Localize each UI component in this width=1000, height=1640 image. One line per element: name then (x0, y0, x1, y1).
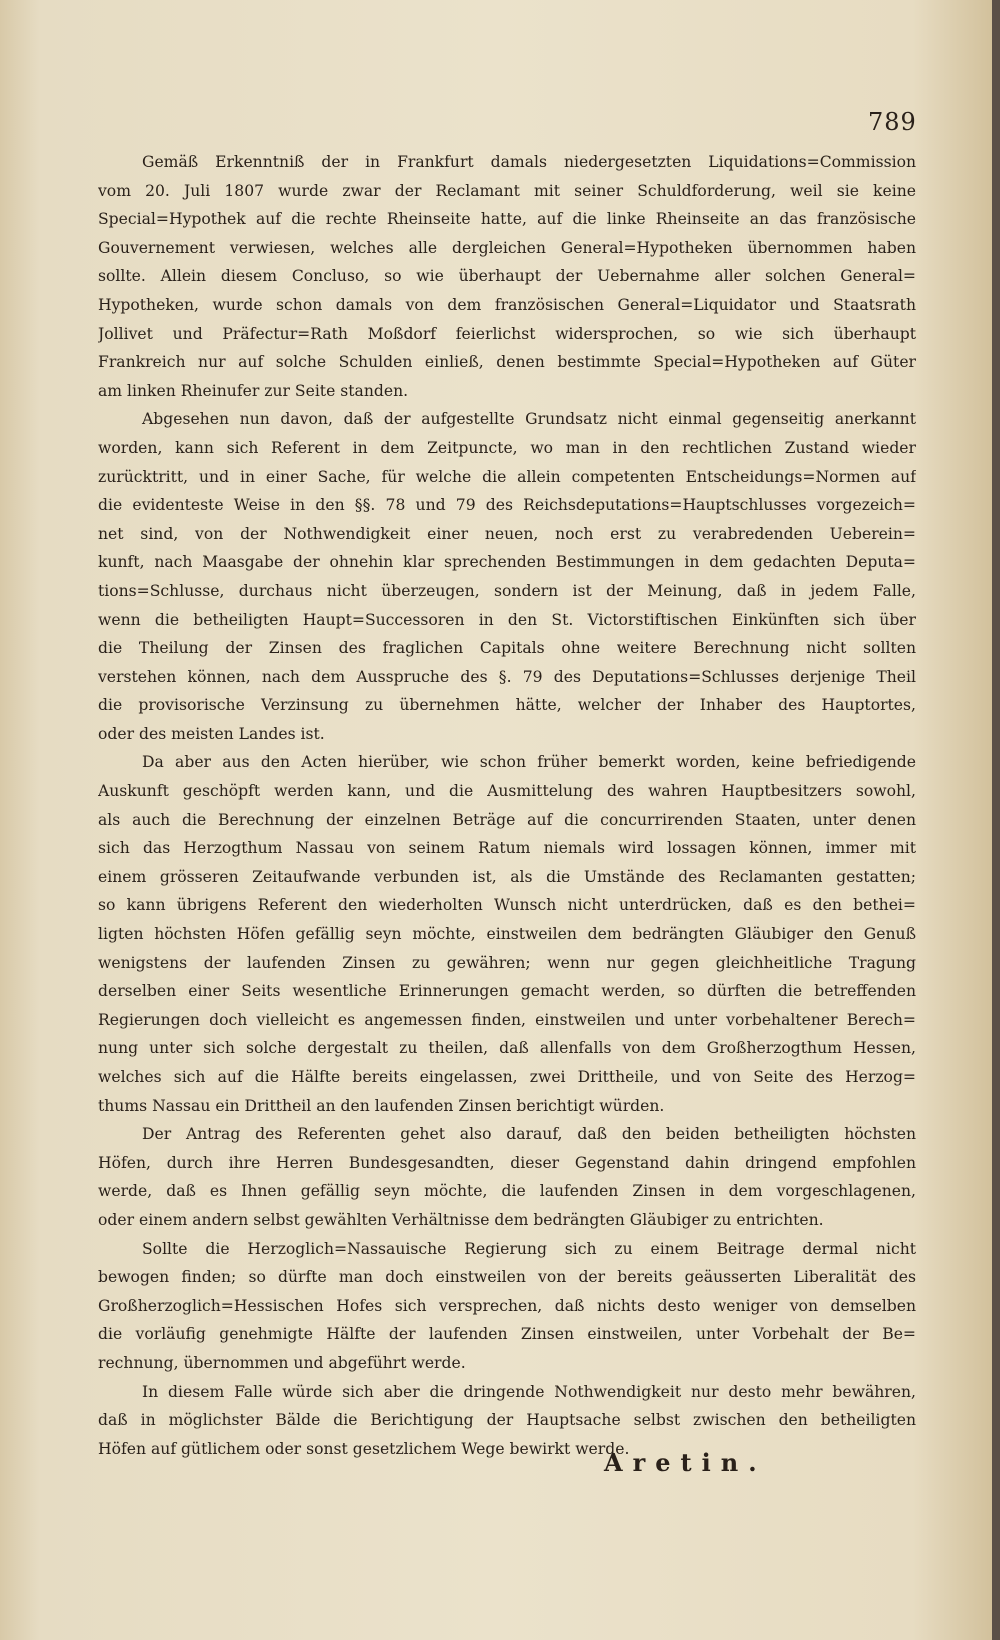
text-line: die provisorische Verzinsung zu übernehmen hätte, welcher der Inhaber des Hauptortes, (98, 696, 916, 715)
text-line: oder des meisten Landes ist. (98, 724, 325, 743)
text-line: am linken Rheinufer zur Seite standen. (98, 381, 409, 400)
text-line: vom 20. Juli 1807 wurde zwar der Reclamant mit seiner Schuldforderung, weil sie keine (98, 181, 916, 200)
text-line: wenigstens der laufenden Zinsen zu gewähren; wenn nur gegen gleichheitliche Tragung (98, 953, 916, 972)
text-line: kunft, nach Maasgabe der ohnehin klar sprechenden Bestimmungen in dem gedachten Deputa= (98, 553, 916, 572)
text-line: Gouvernement verwiesen, welches alle dergleichen General=Hypotheken übernommen haben (98, 238, 916, 257)
text-line: werde, daß es Ihnen gefällig seyn möchte, die laufenden Zinsen in dem vorgeschlagenen, (98, 1182, 916, 1201)
text-line: Auskunft geschöpft werden kann, und die Ausmittelung des wahren Hauptbesitzers sowohl, (98, 782, 916, 801)
text-line: oder einem andern selbst gewählten Verhältnisse dem bedrängten Gläubiger zu entrichten. (98, 1210, 824, 1229)
text-line: Abgesehen nun davon, daß der aufgestellte Grundsatz nicht einmal gegenseitig anerkannt (142, 410, 916, 429)
text-line: nung unter sich solche dergestalt zu theilen, daß allenfalls von dem Großherzogthum Hessen, (98, 1039, 916, 1058)
text-line: die Theilung der Zinsen des fraglichen Capitals ohne weitere Berechnung nicht sollten (98, 639, 916, 658)
text-line: worden, kann sich Referent in dem Zeitpuncte, wo man in den rechtlichen Zustand wieder (98, 438, 916, 457)
text-line: zurücktritt, und in einer Sache, für welche die allein competenten Entscheidungs=Normen auf (98, 467, 916, 486)
text-line: Special=Hypothek auf die rechte Rheinseite hatte, auf die linke Rheinseite an das französische (98, 210, 916, 229)
text-line: Der Antrag des Referenten gehet also darauf, daß den beiden betheiligten höchsten (142, 1125, 916, 1144)
signature: Aretin. (604, 1448, 767, 1477)
text-line: sollte. Allein diesem Concluso, so wie überhaupt der Uebernahme aller solchen General= (98, 267, 916, 286)
page-number: 789 (868, 108, 917, 136)
book-edge (992, 0, 1000, 1640)
text-line: die vorläufig genehmigte Hälfte der laufenden Zinsen einstweilen, unter Vorbehalt der Be= (98, 1325, 916, 1344)
text-line: Hypotheken, wurde schon damals von dem französischen General=Liquidator und Staatsrath (98, 295, 916, 314)
text-line: Höfen, durch ihre Herren Bundesgesandten, dieser Gegenstand dahin dringend empfohlen (98, 1153, 916, 1172)
text-line: Sollte die Herzoglich=Nassauische Regierung sich zu einem Beitrage dermal nicht (142, 1239, 916, 1258)
text-line: die evidenteste Weise in den §§. 78 und 79 des Reichsdeputations=Hauptschlusses vorgezeich= (98, 496, 916, 515)
body-text (98, 148, 916, 1463)
text-line: Frankreich nur auf solche Schulden einließ, denen bestimmte Special=Hypotheken auf Güter (98, 353, 916, 372)
text-line: ligten höchsten Höfen gefällig seyn möchte, einstweilen dem bedrängten Gläubiger den Genuß (98, 925, 916, 944)
text-line: rechnung, übernommen und abgeführt werde. (98, 1353, 466, 1372)
text-line: derselben einer Seits wesentliche Erinnerungen gemacht werden, so dürften die betreffenden (98, 982, 916, 1001)
text-line: einem grösseren Zeitaufwande verbunden ist, als die Umstände des Reclamanten gestatten; (98, 867, 916, 886)
text-line: daß in möglichster Bälde die Berichtigung der Hauptsache selbst zwischen den betheiligten (98, 1411, 916, 1430)
text-line: Gemäß Erkenntniß der in Frankfurt damals niedergesetzten Liquidations=Commission (142, 153, 916, 171)
text-line: In diesem Falle würde sich aber die dringende Nothwendigkeit nur desto mehr bewähren, (142, 1382, 916, 1401)
text-line: thums Nassau ein Drittheil an den laufenden Zinsen berichtigt würden. (98, 1096, 665, 1115)
text-line: als auch die Berechnung der einzelnen Beträge auf die concurrirenden Staaten, unter denen (98, 810, 916, 829)
text-line: welches sich auf die Hälfte bereits eingelassen, zwei Drittheile, und von Seite des Herzog= (98, 1068, 916, 1086)
text-line: Da aber aus den Acten hierüber, wie schon früher bemerkt worden, keine befriedigende (142, 753, 916, 772)
text-line: Höfen auf gütlichem oder sonst gesetzlichem Wege bewirkt werde. (98, 1439, 630, 1458)
text-line: bewogen finden; so dürfte man doch einstweilen von der bereits geäusserten Liberalität des (98, 1268, 916, 1287)
text-line: so kann übrigens Referent den wiederholten Wunsch nicht unterdrücken, daß es den bethei= (98, 896, 916, 915)
text-line: Großherzoglich=Hessischen Hofes sich versprechen, daß nichts desto weniger von demselben (98, 1296, 916, 1315)
text-line: Jollivet und Präfectur=Rath Moßdorf feierlichst widersprochen, so wie sich überhaupt (98, 324, 916, 343)
text-line: Regierungen doch vielleicht es angemessen finden, einstweilen und unter vorbehaltener Berech= (98, 1010, 916, 1029)
text-line: sich das Herzogthum Nassau von seinem Ratum niemals wird lossagen können, immer mit (98, 839, 916, 858)
text-line: tions=Schlusse, durchaus nicht überzeugen, sondern ist der Meinung, daß in jedem Falle, (98, 581, 916, 600)
text-line: net sind, von der Nothwendigkeit einer neuen, noch erst zu verabredenden Ueberein= (98, 524, 916, 543)
text-line: wenn die betheiligten Haupt=Successoren in den St. Victorstiftischen Einkünften sich über (98, 610, 916, 629)
text-line: verstehen können, nach dem Ausspruche des §. 79 des Deputations=Schlusses derjenige Theil (98, 667, 916, 686)
